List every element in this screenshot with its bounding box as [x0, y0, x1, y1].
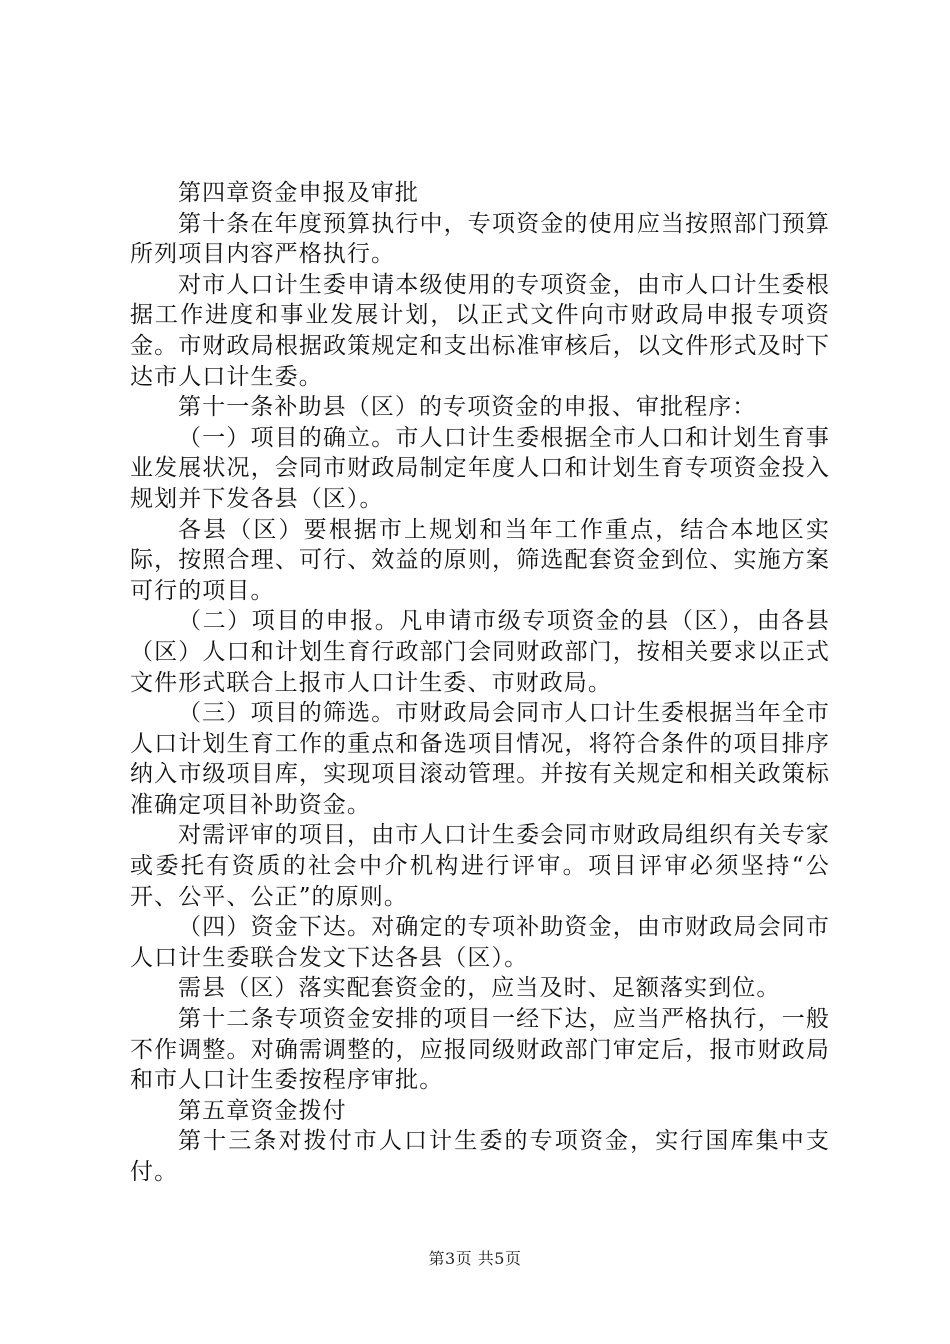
article-paragraph: 第十条在年度预算执行中，专项资金的使用应当按照部门预算所列项目内容严格执行。 [130, 210, 830, 268]
body-paragraph: 对市人口计生委申请本级使用的专项资金，由市人口计生委根据工作进度和事业发展计划，以正式文件向市财政局申报专项资金。市财政局根据政策规定和支出标准审核后，以文件形式及时下达市人口计生委。 [130, 271, 830, 390]
body-paragraph: 需县（区）落实配套资金的，应当及时、足额落实到位。 [178, 975, 781, 1002]
page-number-footer: 第3页 共5页 [428, 1249, 522, 1268]
article-paragraph: 第十三条对拨付市人口计生委的专项资金，实行国库集中支付。 [130, 1128, 830, 1185]
article-paragraph: 第十二条专项资金安排的项目一经下达，应当严格执行，一般不作调整。对确需调整的，应报同级财政部门审定后，报市财政局和市人口计生委按程序审批。 [130, 1006, 830, 1094]
list-item-paragraph: （一）项目的确立。市人口计生委根据全市人口和计划生育事业发展状况，会同市财政局制定年度人口和计划生育专项资金投入规划并下发各县（区）。 [130, 424, 830, 512]
body-paragraph: 各县（区）要根据市上规划和当年工作重点，结合本地区实际，按照合理、可行、效益的原则，筛选配套资金到位、实施方案可行的项目。 [130, 516, 830, 604]
chapter-heading: 第四章资金申报及审批 [178, 180, 419, 206]
list-item-paragraph: （三）项目的筛选。市财政局会同市人口计生委根据当年全市人口计划生育工作的重点和备选项目情况，将符合条件的项目排序纳入市级项目库，实现项目滚动管理。并按有关规定和相关政策标准确定项目补助资金。 [130, 700, 830, 818]
body-paragraph: 对需评审的项目，由市人口计生委会同市财政局组织有关专家或委托有资质的社会中介机构进行评审。项目评审必须坚持“公开、公平、公正”的原则。 [130, 822, 830, 910]
list-item-paragraph: （四）资金下达。对确定的专项补助资金，由市财政局会同市人口计生委联合发文下达各县（区）。 [130, 914, 830, 971]
list-item-paragraph: （二）项目的申报。凡申请市级专项资金的县（区），由各县（区）人口和计划生育行政部门会同财政部门，按相关要求以正式文件形式联合上报市人口计生委、市财政局。 [130, 608, 830, 696]
document-body [130, 178, 830, 1188]
chapter-heading: 第五章资金拨付 [178, 1097, 347, 1124]
article-paragraph: 第十一条补助县（区）的专项资金的申报、审批程序： [178, 394, 757, 421]
